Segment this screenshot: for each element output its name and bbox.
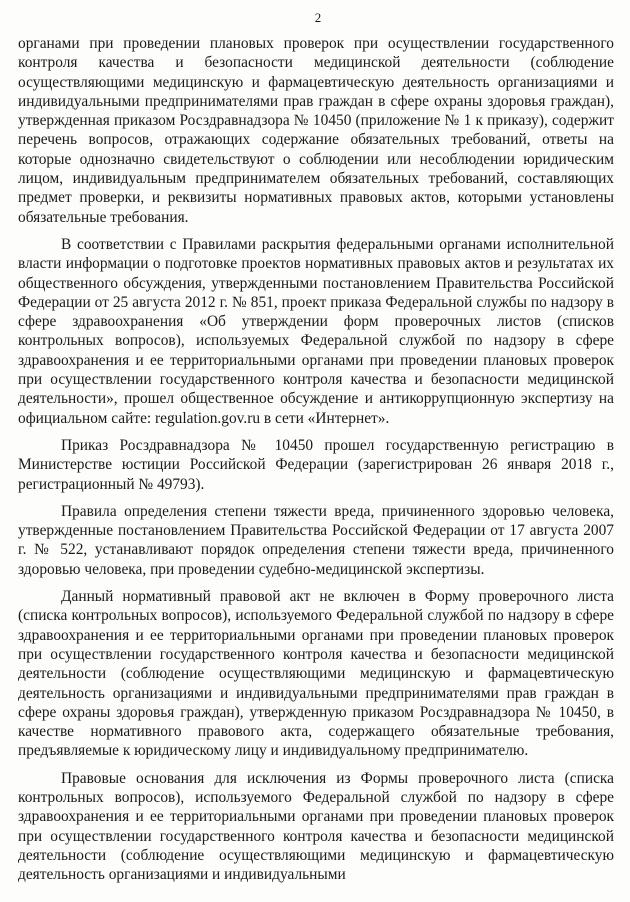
paragraph-registration: Приказ Росздравнадзора № 10450 прошел государственную регистрацию в Министерстве юстиции Российской Федерации (зарегистрирован 26 января 2018 г., регистрационный № 49793).: [18, 436, 614, 493]
paragraph-legal-grounds: Правовые основания для исключения из Формы проверочного листа (списка контрольных вопросов), используемого Федеральной службой по надзору в сфере здравоохранения и ее территориальными органами при проведении плановых проверок при осуществлении государственного контроля качества и безопасности медицинской деятельности (соблюдение осуществляющими медицинскую и фармацевтическую деятельность организациями и индивидуальными: [18, 769, 614, 884]
paragraph-not-included: Данный нормативный правовой акт не включен в Форму проверочного листа (списка контрольных вопросов), используемого Федеральной службой по надзору в сфере здравоохранения и ее территориальными органами при проведении плановых проверок при осуществлении государственного контроля качества и безопасности медицинской деятельности (соблюдение осуществляющими медицинскую и фармацевтическую деятельность организациями и индивидуальными предпринимателями прав граждан в сфере охраны здоровья граждан), утвержденную приказом Росздравнадзора № 10450, в качестве нормативного правового акта, содержащего обязательные требования, предъявляемые к юридическому лицу и индивидуальному предпринимателю.: [18, 588, 614, 760]
paragraph-harm-rules: Правила определения степени тяжести вреда, причиненного здоровью человека, утвержденные постановлением Правительства Российской Федерации от 17 августа 2007 г. № 522, устанавливают порядок определения степени тяжести вреда, причиненного здоровью человека, при проведении судебно-медицинской экспертизы.: [18, 502, 614, 578]
page-number: 2: [314, 10, 322, 25]
paragraph-disclosure-rules: В соответствии с Правилами раскрытия федеральными органами исполнительной власти информации о подготовке проектов нормативных правовых актов и результатах их общественного обсуждения, утвержденными постановлением Правительства Российской Федерации от 25 августа 2012 г. № 851, проект приказа Федеральной службы по надзору в сфере здравоохранения «Об утверждении форм проверочных листов (списков контрольных вопросов), используемых Федеральной службой по надзору в сфере здравоохранения и ее территориальными органами при проведении плановых проверок при осуществлении государственного контроля качества и безопасности медицинской деятельности», прошел общественное обсуждение и антикоррупционную экспертизу на официальном сайте: regulation.gov.ru в сети «Интернет».: [18, 235, 614, 427]
paragraph-continuation: органами при проведении плановых проверок при осуществлении государственного контроля качества и безопасности медицинской деятельности (соблюдение осуществляющими медицинскую и фармацевтическую деятельность организациями и индивидуальными предпринимателями прав граждан в сфере охраны здоровья граждан), утвержденная приказом Росздравнадзора № 10450 (приложение № 1 к приказу), содержит перечень вопросов, отражающих содержание обязательных требований, ответы на которые однозначно свидетельствуют о соблюдении или несоблюдении юридическим лицом, индивидуальным предпринимателем обязательных требований, составляющих предмет проверки, и реквизиты нормативных правовых актов, которыми установлены обязательные требования.: [18, 35, 614, 226]
